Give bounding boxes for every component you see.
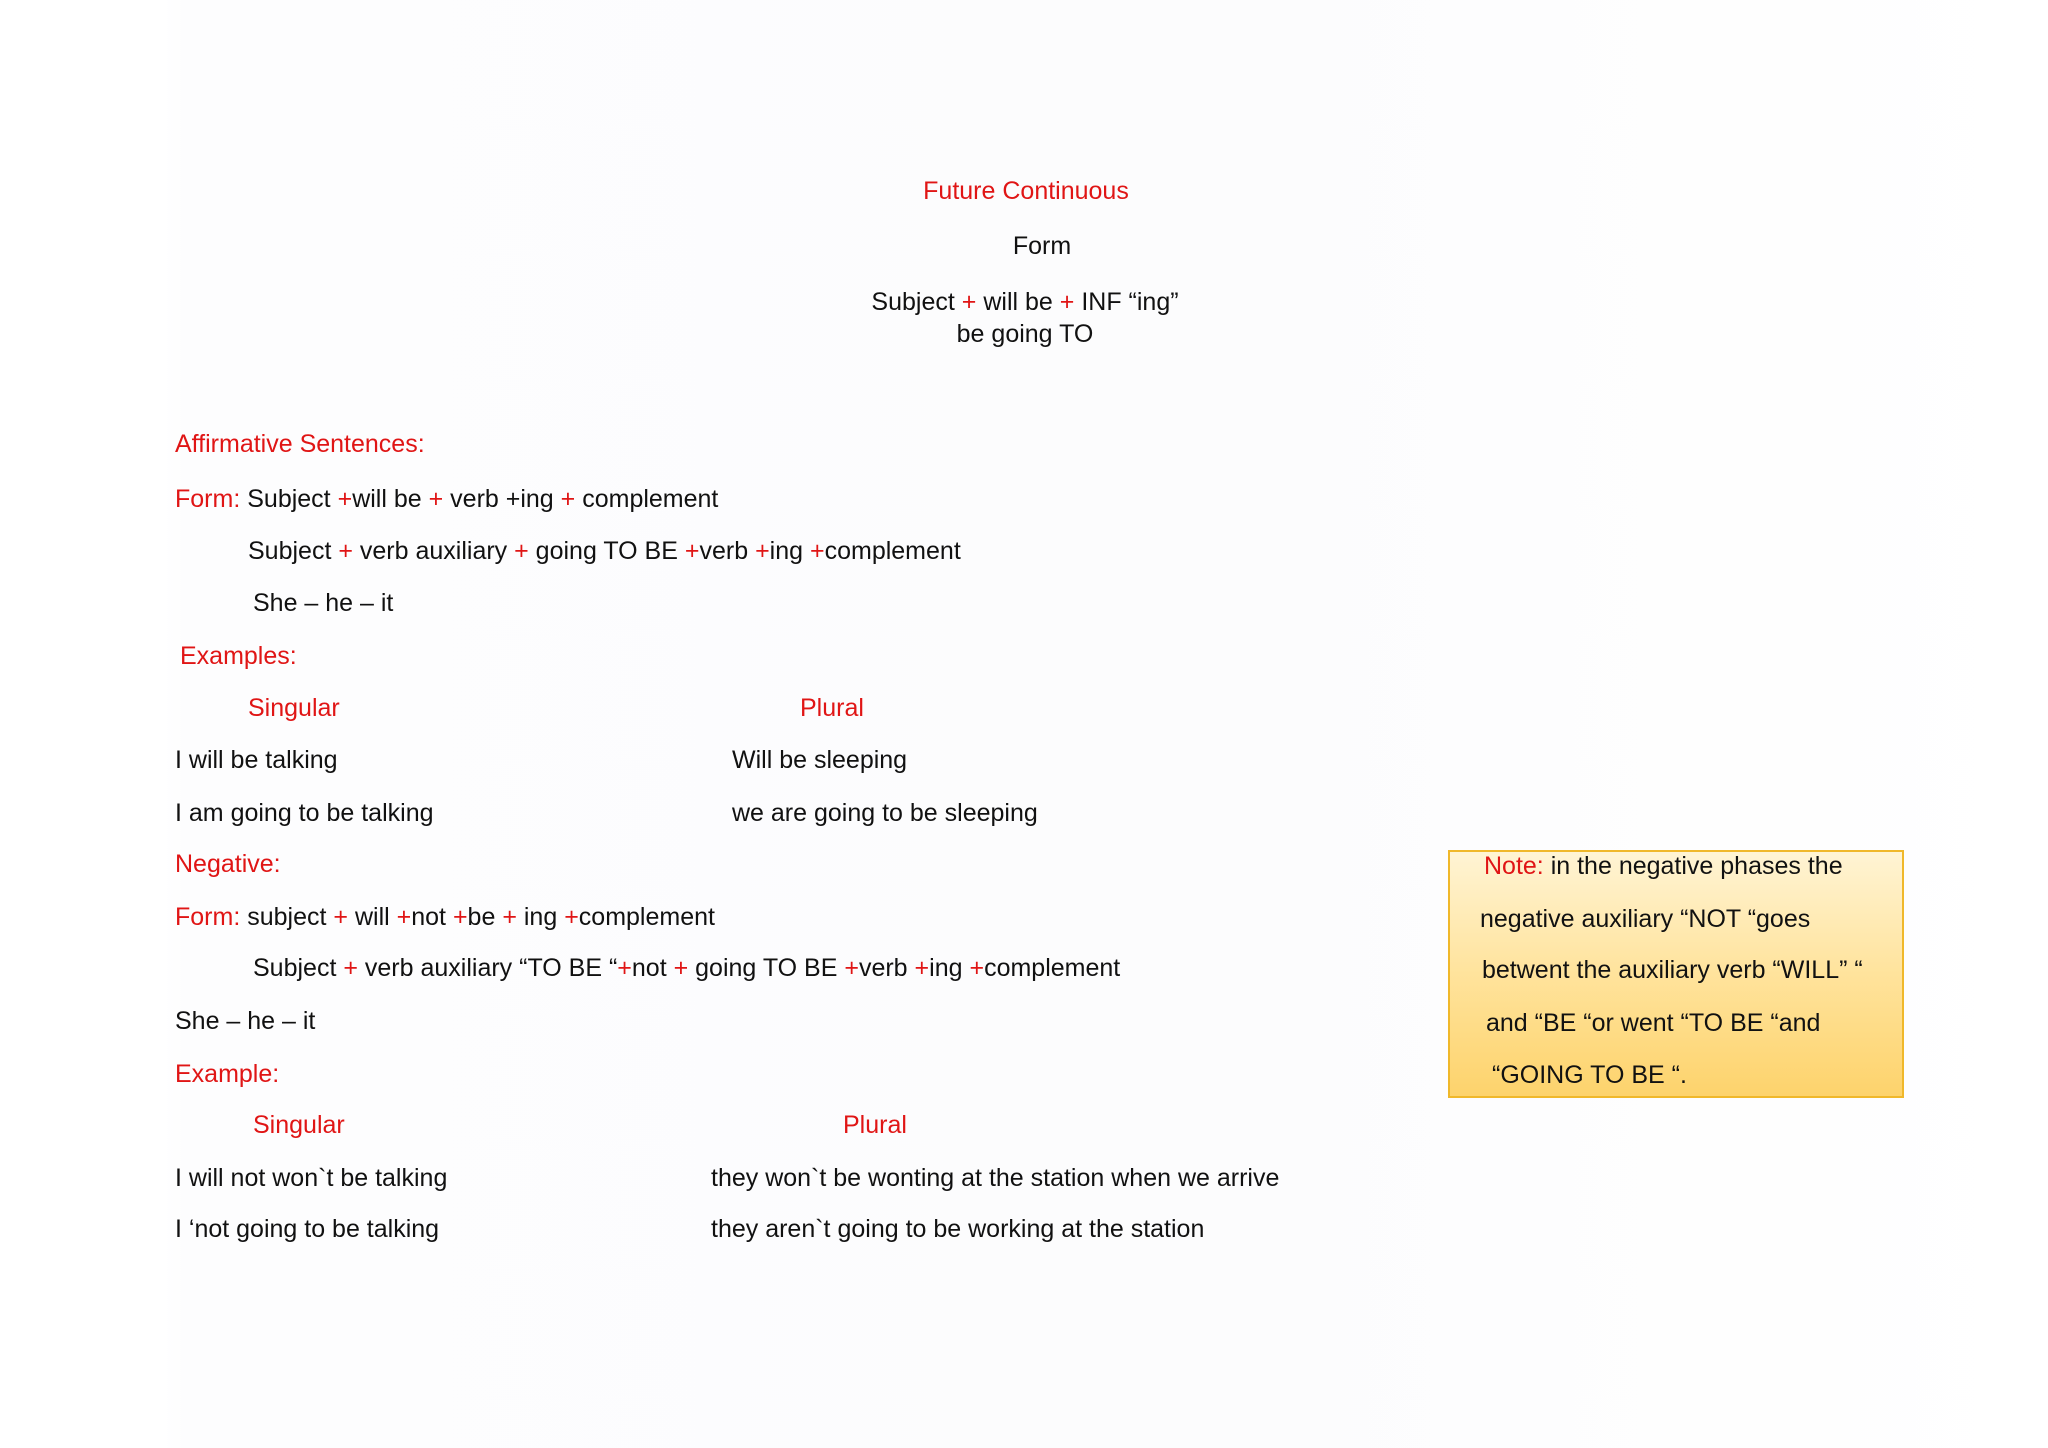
plus-sign: + (502, 903, 517, 931)
affirmative-form-2 (248, 535, 961, 567)
plural-label: Plural (800, 694, 864, 722)
affirmative-form-1 (175, 483, 718, 515)
form-part: will (348, 903, 397, 931)
example-heading: Example: (175, 1060, 280, 1088)
form-part: going TO BE (528, 537, 685, 565)
plus-sign: + (343, 954, 358, 982)
singular-example: I ‘not going to be talking (175, 1215, 440, 1243)
plus-sign: + (617, 954, 632, 982)
negative-heading: Negative: (175, 850, 281, 878)
form-part: complement (578, 903, 715, 931)
singular-example: I am going to be talking (175, 799, 434, 827)
form-part: complement (824, 537, 961, 565)
plus-sign: + (969, 954, 985, 982)
formula-will-be: will be (983, 288, 1053, 316)
form-part: not (411, 903, 453, 931)
plus-sign: + (914, 954, 930, 982)
form-label: Form: (175, 485, 241, 513)
form-part: ing (516, 903, 565, 931)
plus-sign: + (396, 903, 412, 931)
singular-label: Singular (253, 1111, 345, 1139)
plus-sign: + (1059, 288, 1075, 316)
formula-subject: Subject (871, 288, 955, 316)
form-part: verb auxiliary (352, 537, 515, 565)
plus-sign: + (755, 537, 770, 565)
form-part: Subject (253, 954, 344, 982)
examples-heading: Examples: (180, 642, 297, 670)
form-part: verb (699, 537, 756, 565)
plus-sign: + (452, 903, 468, 931)
plural-label: Plural (843, 1111, 907, 1139)
note-line: betwent the auxiliary verb “WILL” “ (1482, 956, 1863, 984)
form-part: verb +ing (443, 485, 561, 513)
negative-form-1 (175, 901, 715, 933)
plus-sign: + (684, 537, 700, 565)
form-part: verb auxiliary “TO BE “ (357, 954, 618, 982)
plural-example: Will be sleeping (732, 746, 908, 774)
plural-example: we are going to be sleeping (732, 799, 1038, 827)
plus-sign: + (560, 485, 576, 513)
singular-example: I will not won`t be talking (175, 1164, 448, 1192)
form-part: Subject (247, 485, 338, 513)
plus-sign: + (428, 485, 444, 513)
form-label: Form (1012, 232, 1072, 260)
form-part: not (631, 954, 674, 982)
form-part: ing (769, 537, 810, 565)
plural-example: they aren`t going to be working at the station (711, 1215, 1205, 1243)
negative-pronouns: She – he – it (175, 1007, 316, 1035)
formula-going: be going TO (956, 320, 1094, 348)
plus-sign: + (809, 537, 825, 565)
note-line (1484, 850, 1843, 882)
plus-sign: + (337, 485, 353, 513)
plus-sign: + (564, 903, 579, 931)
note-line: “GOING TO BE “. (1492, 1061, 1687, 1089)
form-part: complement (575, 485, 719, 513)
note-box (1448, 850, 1904, 1098)
plus-sign: + (514, 537, 529, 565)
plus-sign: + (844, 954, 859, 982)
plus-sign: + (338, 537, 353, 565)
note-label: Note: (1484, 852, 1544, 880)
note-line: and “BE “or went “TO BE “and (1486, 1009, 1821, 1037)
formula-inf: INF “ing” (1081, 288, 1179, 316)
form-part: be (467, 903, 503, 931)
form-part: Subject (248, 537, 339, 565)
form-label: Form: (175, 903, 241, 931)
plus-sign: + (333, 903, 349, 931)
affirmative-heading: Affirmative Sentences: (175, 430, 425, 458)
form-part: ing (929, 954, 970, 982)
page-title: Future Continuous (923, 177, 1129, 205)
note-line: negative auxiliary “NOT “goes (1480, 905, 1811, 933)
note-text: in the negative phases the (1543, 852, 1843, 880)
form-part: going TO BE (688, 954, 845, 982)
singular-example: I will be talking (175, 746, 338, 774)
singular-label: Singular (248, 694, 340, 722)
plus-sign: + (673, 954, 689, 982)
formula-line (871, 286, 1178, 318)
form-part: subject (247, 903, 334, 931)
form-part: will be (352, 485, 429, 513)
plus-sign: + (961, 288, 977, 316)
plural-example: they won`t be wonting at the station when we arrive (711, 1164, 1280, 1192)
form-part: verb (858, 954, 915, 982)
negative-form-2 (253, 952, 1120, 984)
form-part: complement (984, 954, 1121, 982)
affirmative-pronouns: She – he – it (253, 589, 394, 617)
